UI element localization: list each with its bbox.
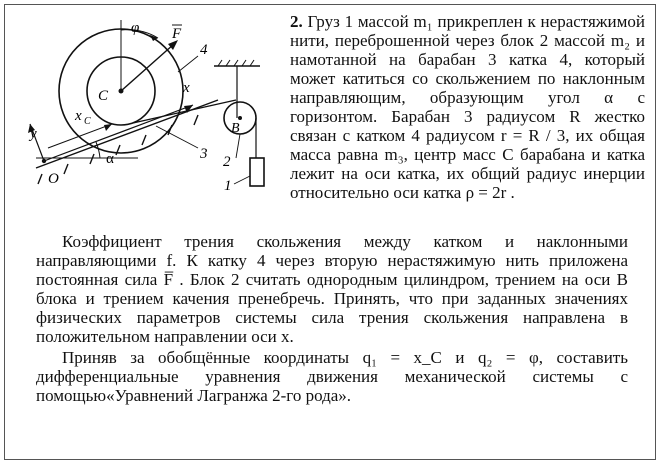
label-1: 1 xyxy=(224,178,232,194)
origin-point xyxy=(42,159,46,163)
x-axis-label: x xyxy=(183,80,190,96)
mechanism-diagram xyxy=(8,8,280,203)
load-1 xyxy=(250,158,264,186)
xc-dimension xyxy=(48,124,112,148)
leader-1 xyxy=(234,176,250,184)
leader-2 xyxy=(236,134,240,158)
paragraph-friction xyxy=(36,232,628,346)
problem-number: 2. xyxy=(290,12,303,31)
label-2: 2 xyxy=(223,154,231,170)
y-axis-label: y xyxy=(30,126,37,142)
ceiling-hatch xyxy=(218,60,254,66)
problem-statement xyxy=(290,12,645,202)
c-label: C xyxy=(98,88,109,104)
problem-top-text: Груз 1 массой m₁ прикреплен к нерастяжимой нити, переброшенной через блок 2 массой m₂ и намотанной на барабан 3 катка 4, который может катиться со скольжением по наклонным направляющим, образующим угол α с горизонтом. Барабан 3 радиусом R жестко связан с катком 4 радиусом r = R / 3, их общая масса равна m₃, центр масс C барабана и катка лежит на оси катка, их общий радиус инерции относительно оси катка ρ = 2r . xyxy=(290,12,646,202)
label-4: 4 xyxy=(200,42,208,58)
phi-label: φ xyxy=(131,20,140,36)
force-label: F xyxy=(172,26,182,42)
paragraph-task xyxy=(36,348,628,405)
paragraph-1-text: Коэффициент трения скольжения между катком и наклонными направляющими f. К катку 4 через вторую нерастяжимую нить приложена постоянная сила F̅ . Блок 2 считать однородным цилиндром, трением на оси B блока и трением качения пренебречь. Принять, что при заданных значениях физических параметров системы сила трения скольжения направлена в положительном направлении оси x. xyxy=(36,232,628,346)
block-axis-B xyxy=(238,116,242,120)
force-thread xyxy=(121,44,174,91)
xc-sub-label: C xyxy=(84,116,91,127)
b-label: B xyxy=(231,121,240,136)
alpha-label: α xyxy=(106,151,114,167)
paragraph-2-text: Приняв за обобщённые координаты q₁ = x_C и q₂ = φ, составить дифференциальные уравнения движения механической системы с помощью«Уравнений Лагранжа 2-го рода». xyxy=(36,348,628,405)
xc-label: x xyxy=(75,108,82,124)
origin-label: O xyxy=(48,171,59,187)
leader-4 xyxy=(178,56,198,72)
label-3: 3 xyxy=(200,146,208,162)
